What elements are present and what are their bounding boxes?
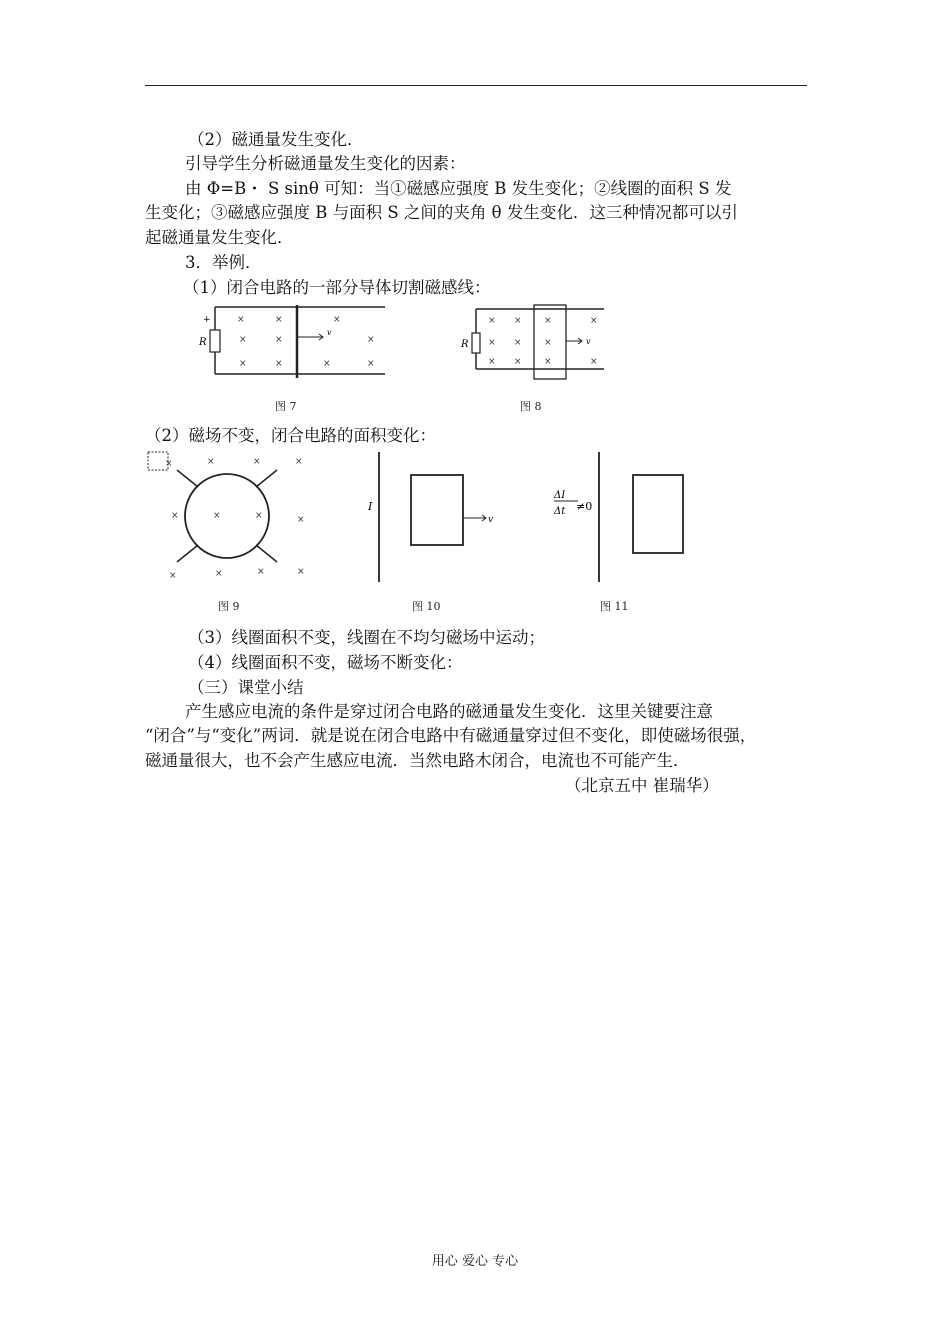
figure-8-caption: 图 8 (520, 400, 542, 413)
field-mark: × (239, 359, 247, 369)
text-line: 生变化；③磁感应强度 B 与面积 S 之间的夹角 θ 发生变化．这三种情况都可以引 (145, 203, 738, 222)
field-mark: × (165, 459, 173, 469)
field-mark: × (488, 338, 496, 348)
header-rule (145, 85, 807, 86)
field-mark: × (237, 315, 245, 325)
field-mark: × (275, 335, 283, 345)
figure-8 (456, 303, 608, 383)
text-line: 3．举例． (185, 253, 262, 272)
label-not-equal-zero: ≠0 (576, 500, 593, 513)
figure-7 (195, 302, 390, 386)
text-line: （4）线圈面积不变，磁场不断变化： (188, 653, 463, 672)
label-delta-t: Δt (554, 506, 566, 517)
label-v: v (488, 515, 494, 525)
field-mark: × (514, 338, 522, 348)
text-line: 引导学生分析磁通量发生变化的因素： (185, 154, 466, 173)
field-mark: × (544, 357, 552, 367)
label-v: v (586, 337, 591, 346)
text-line: （1）闭合电路的一部分导体切割磁感线： (183, 278, 491, 297)
field-mark: × (257, 567, 265, 577)
label-delta-i: ΔI (554, 490, 566, 501)
text-line: （2）磁场不变，闭合电路的面积变化： (145, 426, 436, 445)
field-mark: × (213, 511, 221, 521)
field-mark: × (488, 316, 496, 326)
field-mark: × (323, 359, 331, 369)
label-r: R (199, 337, 207, 348)
text-line: 起磁通量发生变化． (145, 228, 294, 247)
field-mark: × (239, 335, 247, 345)
field-mark: × (333, 315, 341, 325)
figure-9-caption: 图 9 (218, 600, 240, 613)
label-r: R (461, 339, 469, 350)
figure-10 (362, 448, 512, 588)
figure-7-caption: 图 7 (275, 400, 297, 413)
figure-10-caption: 图 10 (412, 600, 441, 613)
text-line: 由 Φ=B・ S sinθ 可知：当①磁感应强度 B 发生变化；②线圈的面积 S 发 (185, 179, 732, 198)
field-mark: × (275, 315, 283, 325)
label-v: v (327, 328, 332, 337)
figure-9 (145, 448, 320, 588)
figure-11-caption: 图 11 (600, 600, 629, 613)
field-mark: × (514, 357, 522, 367)
text-line: “闭合”与“变化”两词．就是说在闭合电路中有磁通量穿过但不变化，即使磁场很强， (145, 726, 757, 745)
field-mark: × (207, 457, 215, 467)
field-mark: × (295, 457, 303, 467)
text-line: 产生感应电流的条件是穿过闭合电路的磁通量发生变化．这里关键要注意 (185, 702, 713, 721)
field-mark: × (169, 571, 177, 581)
field-mark: × (367, 335, 375, 345)
field-mark: × (590, 316, 598, 326)
text-line: （2）磁通量发生变化． (188, 130, 364, 149)
field-mark: × (297, 515, 305, 525)
field-mark: × (367, 359, 375, 369)
page-footer: 用心 爱心 专心 (431, 1254, 519, 1269)
field-mark: × (275, 359, 283, 369)
text-line: （三）课堂小结 (188, 678, 304, 697)
field-mark: × (544, 338, 552, 348)
field-mark: × (488, 357, 496, 367)
label-plus: + (203, 315, 211, 325)
field-mark: × (590, 357, 598, 367)
field-mark: × (514, 316, 522, 326)
field-mark: × (253, 457, 261, 467)
signature: （北京五中 崔瑞华） (565, 776, 719, 795)
figure-11 (548, 448, 696, 588)
text-line: （3）线圈面积不变，线圈在不均匀磁场中运动； (188, 628, 545, 647)
field-mark: × (297, 567, 305, 577)
field-mark: × (255, 511, 263, 521)
field-mark: × (171, 511, 179, 521)
text-line: 磁通量很大，也不会产生感应电流．当然电路木闭合，电流也不可能产生． (145, 751, 690, 770)
label-i: I (368, 500, 373, 513)
field-mark: × (215, 569, 223, 579)
field-mark: × (544, 316, 552, 326)
